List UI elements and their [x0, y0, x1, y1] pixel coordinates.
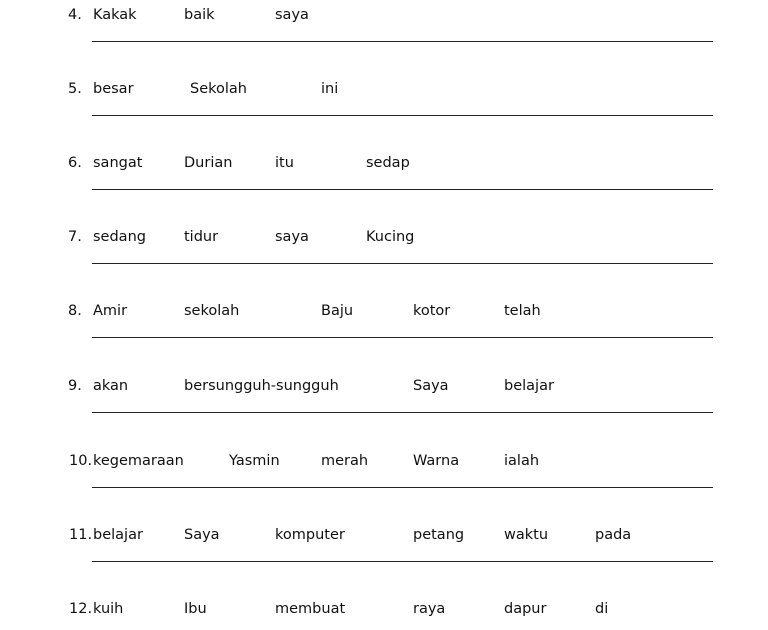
answer-line[interactable] — [92, 337, 713, 338]
word: ialah — [504, 453, 540, 469]
answer-line[interactable] — [92, 487, 713, 488]
word: kuih — [93, 601, 124, 617]
word: Kucing — [366, 229, 415, 245]
word: pada — [595, 527, 632, 543]
item-number: 8. — [68, 303, 82, 319]
word: di — [595, 601, 609, 617]
word: petang — [413, 527, 465, 543]
item-number: 10. — [69, 453, 93, 469]
answer-line[interactable] — [92, 41, 713, 42]
answer-line[interactable] — [92, 412, 713, 413]
item-number: 5. — [68, 81, 82, 97]
word: itu — [275, 155, 294, 171]
word: komputer — [275, 527, 345, 543]
item-number: 6. — [68, 155, 82, 171]
worksheet-item-5 — [0, 80, 768, 140]
answer-line[interactable] — [92, 115, 713, 116]
word: Saya — [413, 378, 449, 394]
item-number: 9. — [68, 378, 82, 394]
worksheet-item-8 — [0, 302, 768, 362]
word: kegemaraan — [93, 453, 184, 469]
word: sedap — [366, 155, 410, 171]
worksheet-item-6 — [0, 154, 768, 214]
word: saya — [275, 7, 309, 23]
item-number: 4. — [68, 7, 82, 23]
word: belajar — [93, 527, 143, 543]
answer-line[interactable] — [92, 189, 713, 190]
word: belajar — [504, 378, 554, 394]
item-number: 12. — [69, 601, 93, 617]
word: kotor — [413, 303, 451, 319]
word: sekolah — [184, 303, 240, 319]
word: baik — [184, 7, 215, 23]
word: dapur — [504, 601, 547, 617]
worksheet-item-9 — [0, 377, 768, 437]
worksheet-item-4 — [0, 6, 768, 66]
word: akan — [93, 378, 129, 394]
word: sangat — [93, 155, 143, 171]
word: besar — [93, 81, 134, 97]
word: Baju — [321, 303, 354, 319]
item-number: 11. — [69, 527, 93, 543]
word: Warna — [413, 453, 460, 469]
word: Amir — [93, 303, 128, 319]
word: merah — [321, 453, 369, 469]
item-number: 7. — [68, 229, 82, 245]
word: Sekolah — [190, 81, 247, 97]
word: raya — [413, 601, 446, 617]
word: Ibu — [184, 601, 207, 617]
worksheet-item-10 — [0, 452, 768, 512]
answer-line[interactable] — [92, 263, 713, 264]
word: saya — [275, 229, 309, 245]
worksheet-item-11 — [0, 526, 768, 586]
word: Yasmin — [229, 453, 280, 469]
word: bersungguh-sungguh — [184, 378, 339, 394]
word: Saya — [184, 527, 220, 543]
word: Durian — [184, 155, 233, 171]
word: sedang — [93, 229, 146, 245]
worksheet-item-12 — [0, 600, 768, 630]
worksheet-item-7 — [0, 228, 768, 288]
word: Kakak — [93, 7, 137, 23]
word: membuat — [275, 601, 346, 617]
word: waktu — [504, 527, 549, 543]
word: tidur — [184, 229, 219, 245]
word: telah — [504, 303, 541, 319]
answer-line[interactable] — [92, 561, 713, 562]
word: ini — [321, 81, 339, 97]
